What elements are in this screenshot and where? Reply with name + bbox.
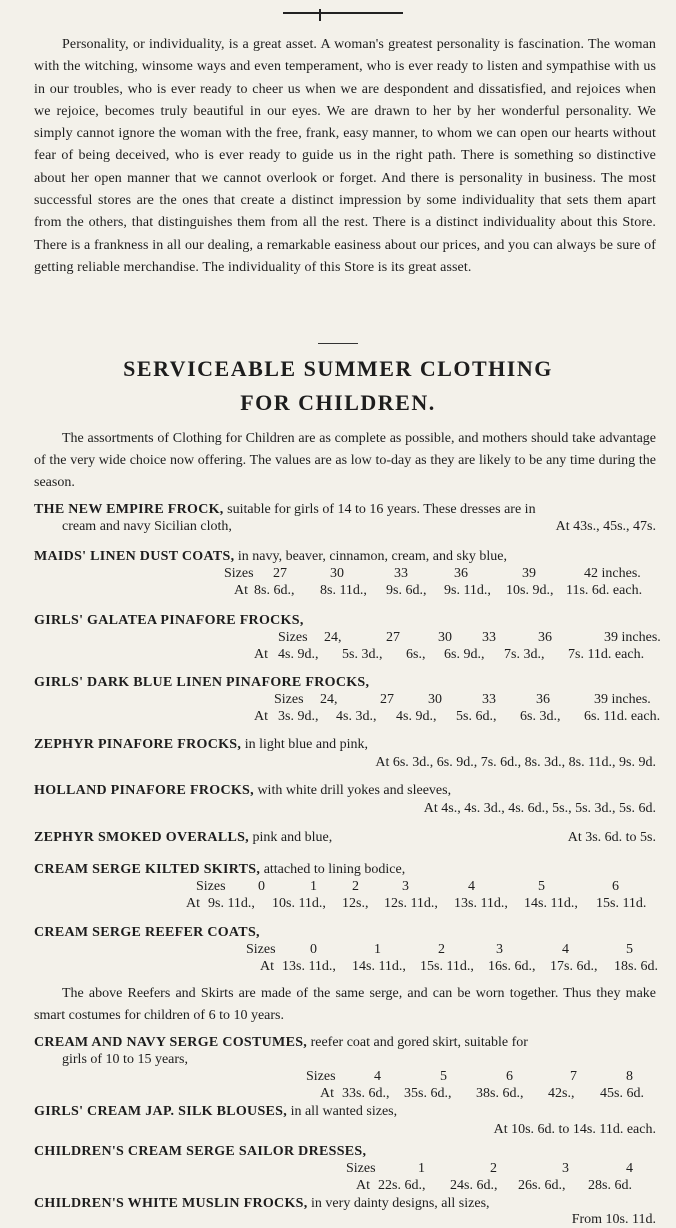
price-value: 9s. 11d., bbox=[444, 583, 491, 598]
size-value: 7 bbox=[570, 1069, 577, 1084]
size-value: 24, bbox=[320, 692, 338, 707]
price-value: 22s. 6d., bbox=[378, 1178, 426, 1193]
item-name: GIRLS' CREAM JAP. SILK BLOUSES, bbox=[34, 1104, 288, 1119]
prices-row bbox=[34, 1086, 656, 1104]
item-desc: with white drill yokes and sleeves, bbox=[257, 783, 452, 798]
size-value: 42 inches. bbox=[584, 566, 641, 581]
price-value: 15s. 11d. bbox=[596, 896, 647, 911]
item-name: MAIDS' LINEN DUST COATS, bbox=[34, 549, 235, 564]
sizes-row bbox=[34, 566, 656, 584]
price-value: 6s. 3d., bbox=[520, 709, 561, 724]
prices-row bbox=[34, 709, 661, 727]
item-price: At 3s. 6d. to 5s. bbox=[567, 830, 656, 845]
size-value: 27 bbox=[386, 630, 400, 645]
price-value: 28s. 6d. bbox=[588, 1178, 632, 1193]
size-value: 6 bbox=[612, 879, 619, 894]
size-value: 8 bbox=[626, 1069, 633, 1084]
size-value: 0 bbox=[310, 942, 317, 957]
size-value: 2 bbox=[352, 879, 359, 894]
price-value: 33s. 6d., bbox=[342, 1086, 390, 1101]
size-value: 2 bbox=[490, 1161, 497, 1176]
item-desc: attached to lining bodice, bbox=[263, 862, 406, 877]
size-value: 27 bbox=[380, 692, 394, 707]
size-value: 2 bbox=[438, 942, 445, 957]
item-desc: in light blue and pink, bbox=[244, 737, 368, 752]
size-value: 24, bbox=[324, 630, 342, 645]
size-value: 33 bbox=[482, 630, 496, 645]
price-value: 4s. 9d., bbox=[396, 709, 437, 724]
item-price: At 10s. 6d. to 14s. 11d. each. bbox=[493, 1122, 656, 1137]
sizes-label: Sizes bbox=[196, 879, 226, 894]
size-value: 33 bbox=[482, 692, 496, 707]
price-value: 5s. 6d., bbox=[456, 709, 497, 724]
ornamental-rule bbox=[283, 12, 403, 14]
size-value: 1 bbox=[374, 942, 381, 957]
size-value: 4 bbox=[468, 879, 475, 894]
prices-row bbox=[34, 959, 656, 977]
price-value: 9s. 11d., bbox=[208, 896, 255, 911]
size-value: 6 bbox=[506, 1069, 513, 1084]
prices-row bbox=[34, 1178, 656, 1196]
item-name: GIRLS' DARK BLUE LINEN PINAFORE FROCKS, bbox=[34, 675, 370, 690]
sizes-row bbox=[34, 692, 656, 710]
price-value: 5s. 3d., bbox=[342, 647, 383, 662]
prices-label: At bbox=[234, 583, 248, 598]
size-value: 36 bbox=[536, 692, 550, 707]
price-value: 10s. 9d., bbox=[506, 583, 554, 598]
price-value: 8s. 11d., bbox=[320, 583, 367, 598]
size-value: 39 inches. bbox=[594, 692, 651, 707]
price-value: 6s. 11d. each. bbox=[584, 709, 661, 724]
item-desc: in all wanted sizes, bbox=[290, 1104, 398, 1119]
price-value: 4s. 3d., bbox=[336, 709, 377, 724]
price-value: 42s., bbox=[548, 1086, 575, 1101]
price-value: 6s. 9d., bbox=[444, 647, 485, 662]
size-value: 30 bbox=[330, 566, 344, 581]
item-price: At 4s., 4s. 3d., 4s. 6d., 5s., 5s. 3d., 5s. 6d. bbox=[423, 801, 656, 816]
item-name: CHILDREN'S WHITE MUSLIN FROCKS, bbox=[34, 1196, 308, 1211]
item-desc-2: girls of 10 to 15 years, bbox=[62, 1052, 188, 1067]
item-desc: reefer coat and gored skirt, suitable for bbox=[310, 1035, 528, 1050]
price-value: 10s. 11d., bbox=[272, 896, 326, 911]
size-value: 3 bbox=[562, 1161, 569, 1176]
item-name: HOLLAND PINAFORE FROCKS, bbox=[34, 783, 254, 798]
item-name: CREAM SERGE REEFER COATS, bbox=[34, 925, 260, 940]
size-value: 3 bbox=[496, 942, 503, 957]
price-value: 15s. 11d., bbox=[420, 959, 474, 974]
price-value: 24s. 6d., bbox=[450, 1178, 498, 1193]
size-value: 1 bbox=[310, 879, 317, 894]
section-divider bbox=[318, 343, 358, 344]
price-value: 7s. 3d., bbox=[504, 647, 545, 662]
prices-row bbox=[34, 896, 656, 914]
price-value: 18s. 6d. bbox=[614, 959, 658, 974]
sizes-row bbox=[34, 1161, 656, 1179]
price-value: 7s. 11d. each. bbox=[568, 647, 645, 662]
item-desc: in navy, beaver, cinnamon, cream, and sky blue, bbox=[237, 549, 507, 564]
size-value: 4 bbox=[626, 1161, 633, 1176]
price-value: 6s., bbox=[406, 647, 426, 662]
reefer-note: The above Reefers and Skirts are made of the same serge, and can be worn together. Thus they make smart costumes for children of 6 to 10 years. bbox=[34, 986, 656, 1023]
item-name: ZEPHYR PINAFORE FROCKS, bbox=[34, 737, 242, 752]
sizes-row bbox=[34, 630, 661, 648]
sizes-label: Sizes bbox=[246, 942, 276, 957]
price-value: 3s. 9d., bbox=[278, 709, 319, 724]
item-price: At 6s. 3d., 6s. 9d., 7s. 6d., 8s. 3d., 8s. 11d., 9s. 9d. bbox=[375, 755, 656, 770]
price-value: 26s. 6d., bbox=[518, 1178, 566, 1193]
size-value: 36 bbox=[538, 630, 552, 645]
size-value: 5 bbox=[440, 1069, 447, 1084]
headline-line-1: SERVICEABLE SUMMER CLOTHING bbox=[123, 356, 553, 381]
sizes-row bbox=[34, 942, 656, 960]
prices-label: At bbox=[320, 1086, 334, 1101]
prices-row bbox=[34, 647, 656, 665]
sizes-label: Sizes bbox=[224, 566, 254, 581]
prices-label: At bbox=[254, 709, 268, 724]
price-value: 4s. 9d., bbox=[278, 647, 319, 662]
prices-label: At bbox=[260, 959, 274, 974]
size-value: 4 bbox=[562, 942, 569, 957]
price-value: 12s. 11d., bbox=[384, 896, 438, 911]
sizes-row bbox=[34, 879, 656, 897]
price-value: 35s. 6d., bbox=[404, 1086, 452, 1101]
item-name: CREAM AND NAVY SERGE COSTUMES, bbox=[34, 1035, 308, 1050]
sizes-label: Sizes bbox=[274, 692, 304, 707]
item-name: ZEPHYR SMOKED OVERALLS, bbox=[34, 830, 249, 845]
price-value: 12s., bbox=[342, 896, 369, 911]
price-value: 45s. 6d. bbox=[600, 1086, 644, 1101]
price-value: 9s. 6d., bbox=[386, 583, 427, 598]
size-value: 5 bbox=[626, 942, 633, 957]
price-value: 8s. 6d., bbox=[254, 583, 295, 598]
size-value: 0 bbox=[258, 879, 265, 894]
item-name: CREAM SERGE KILTED SKIRTS, bbox=[34, 862, 261, 877]
size-value: 4 bbox=[374, 1069, 381, 1084]
size-value: 39 bbox=[522, 566, 536, 581]
prices-row bbox=[34, 583, 656, 601]
price-value: 38s. 6d., bbox=[476, 1086, 524, 1101]
price-value: 13s. 11d., bbox=[454, 896, 508, 911]
size-value: 3 bbox=[402, 879, 409, 894]
price-value: 13s. 11d., bbox=[282, 959, 336, 974]
item-price: At 43s., 45s., 47s. bbox=[555, 519, 656, 534]
size-value: 39 inches. bbox=[604, 630, 661, 645]
prices-label: At bbox=[254, 647, 268, 662]
prices-label: At bbox=[186, 896, 200, 911]
size-value: 27 bbox=[273, 566, 287, 581]
item-desc: suitable for girls of 14 to 16 years. These dresses are in bbox=[227, 502, 536, 517]
item-name: GIRLS' GALATEA PINAFORE FROCKS, bbox=[34, 613, 304, 628]
size-value: 1 bbox=[418, 1161, 425, 1176]
item-name: THE NEW EMPIRE FROCK, bbox=[34, 502, 224, 517]
price-value: 14s. 11d., bbox=[352, 959, 406, 974]
sizes-label: Sizes bbox=[306, 1069, 336, 1084]
sizes-label: Sizes bbox=[278, 630, 308, 645]
sizes-label: Sizes bbox=[346, 1161, 376, 1176]
headline-line-2: FOR CHILDREN. bbox=[240, 390, 436, 415]
item-desc: pink and blue, bbox=[252, 830, 333, 845]
size-value: 33 bbox=[394, 566, 408, 581]
assortment-paragraph: The assortments of Clothing for Children are as complete as possible, and mothers should take advantage of the very wide choice now offering. The values are as low to-day as they are likely to be any time during the season. bbox=[34, 431, 656, 490]
item-desc-2: cream and navy Sicilian cloth, bbox=[62, 519, 232, 534]
size-value: 30 bbox=[428, 692, 442, 707]
item-desc: in very dainty designs, all sizes, bbox=[311, 1196, 490, 1211]
price-value: 17s. 6d., bbox=[550, 959, 598, 974]
price-value: 11s. 6d. each. bbox=[566, 583, 643, 598]
sizes-row bbox=[34, 1069, 656, 1087]
size-value: 30 bbox=[438, 630, 452, 645]
prices-label: At bbox=[356, 1178, 370, 1193]
item-name: CHILDREN'S CREAM SERGE SAILOR DRESSES, bbox=[34, 1144, 367, 1159]
price-value: 14s. 11d., bbox=[524, 896, 578, 911]
size-value: 36 bbox=[454, 566, 468, 581]
price-value: 16s. 6d., bbox=[488, 959, 536, 974]
item-price: From 10s. 11d. bbox=[571, 1212, 656, 1227]
intro-paragraph: Personality, or individuality, is a great asset. A woman's greatest personality is fascination. The woman with the witching, winsome ways and even temperament, who is ever ready to listen and sympathise with us in our troubles, who is ever ready to cheer us when we are despondent and dissatisfied, and rejoices when we rejoice, becomes truly beautiful in our eyes. We are drawn to her by her wonderful personality. We simply cannot ignore the woman with the free, frank, easy manner, to whom we can open our hearts without fear of being deceived, who is ever ready to guide us in the right path. There is something so distinctive about her open manner that we cannot overlook or forget. And there is personality in business. The most successful stores are the ones that create a distinct impression by some individuality that sets them apart from the others, that distinguishes them from all the rest. There is a distinct individuality about this Store. There is a frankness in all our dealing, a remarkable easiness about our prices, and you can always be sure of getting reliable merchandise. The individuality of this Store is its great asset. bbox=[34, 37, 656, 275]
size-value: 5 bbox=[538, 879, 545, 894]
